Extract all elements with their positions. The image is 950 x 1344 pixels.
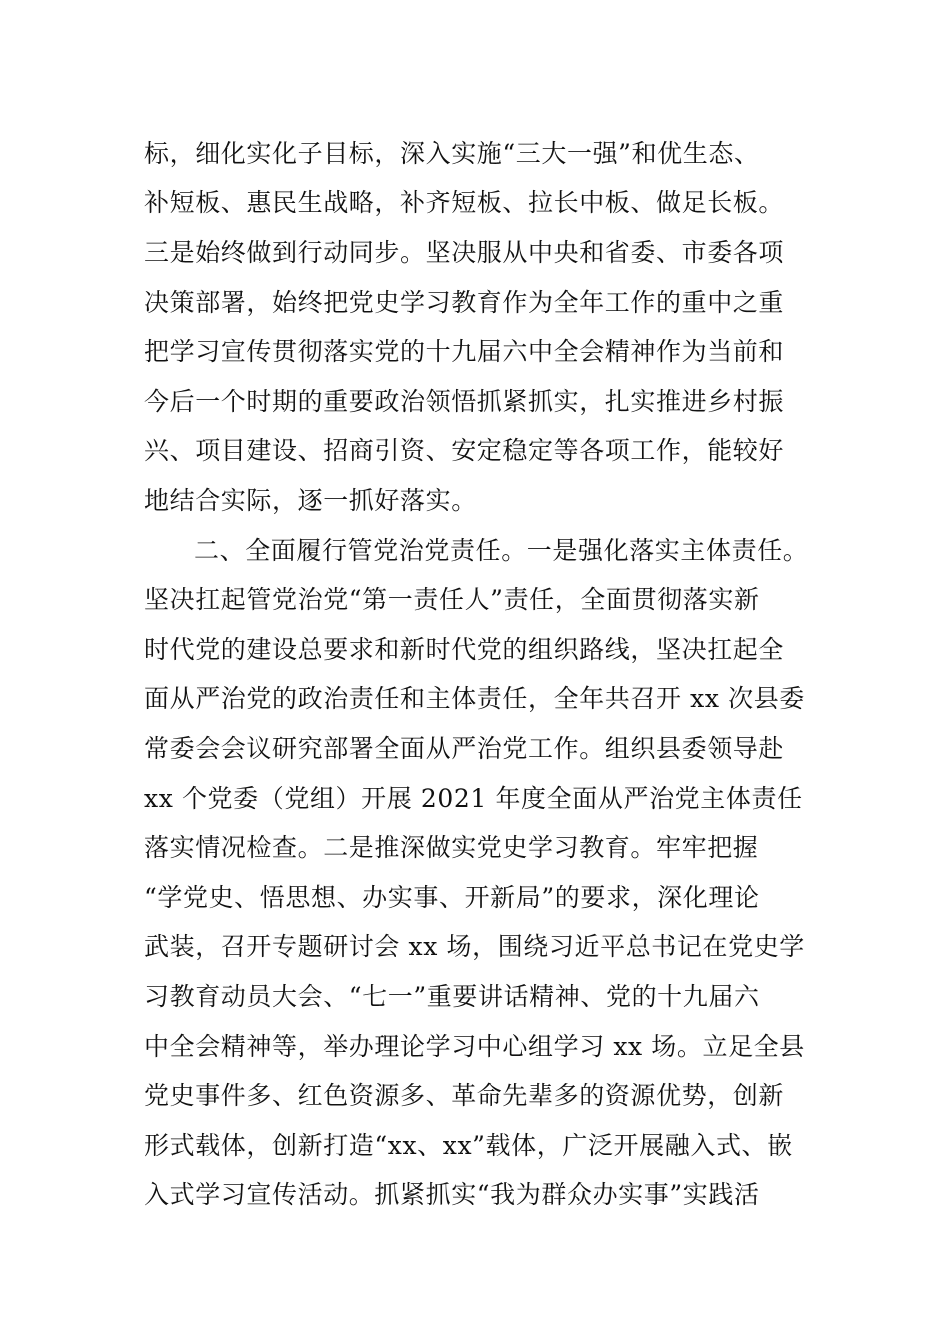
body-text-line: 中全会精神等，举办理论学习中心组学习 xx 场。立足全县: [144, 1032, 805, 1061]
body-text-line: 面从严治党的政治责任和主体责任，全年共召开 xx 次县委: [144, 684, 805, 713]
body-text-line: 党史事件多、红色资源多、革命先辈多的资源优势，创新: [144, 1081, 785, 1110]
body-text-line: 落实情况检查。二是推深做实党史学习教育。牢牢把握: [144, 833, 759, 862]
body-text-line: 坚决扛起管党治党“第一责任人”责任，全面贯彻落实新: [144, 585, 760, 614]
body-text-line: 习教育动员大会、“七一”重要讲话精神、党的十九届六: [144, 982, 760, 1011]
body-text-line: 三是始终做到行动同步。坚决服从中央和省委、市委各项: [144, 238, 785, 267]
body-text-line: 入式学习宣传活动。抓紧抓实“我为群众办实事”实践活: [144, 1180, 760, 1209]
body-text-line: 把学习宣传贯彻落实党的十九届六中全会精神作为当前和: [144, 337, 785, 366]
body-text-line: 补短板、惠民生战略，补齐短板、拉长中板、做足长板。: [144, 188, 785, 217]
section-heading-line: 二、全面履行管党治党责任。一是强化落实主体责任。: [194, 536, 809, 565]
body-text-line: 兴、项目建设、招商引资、安定稳定等各项工作，能较好: [144, 436, 785, 465]
body-text-line: 标，细化实化子目标，深入实施“三大一强”和优生态、: [144, 139, 760, 168]
body-text-line: 决策部署，始终把党史学习教育作为全年工作的重中之重: [144, 288, 785, 317]
body-text-line: xx 个党委（党组）开展 2021 年度全面从严治党主体责任: [144, 784, 803, 813]
body-text-line: 形式载体，创新打造“xx、xx”载体，广泛开展融入式、嵌: [144, 1131, 793, 1160]
body-text-line: 武装，召开专题研讨会 xx 场，围绕习近平总书记在党史学: [144, 932, 805, 961]
body-text-line: 常委会会议研究部署全面从严治党工作。组织县委领导赴: [144, 734, 785, 763]
body-text-line: 时代党的建设总要求和新时代党的组织路线，坚决扛起全: [144, 635, 785, 664]
body-text-line: “学党史、悟思想、办实事、开新局”的要求，深化理论: [144, 883, 760, 912]
body-text-line: 地结合实际，逐一抓好落实。: [144, 486, 477, 515]
body-text-line: 今后一个时期的重要政治领悟抓紧抓实，扎实推进乡村振: [144, 387, 785, 416]
